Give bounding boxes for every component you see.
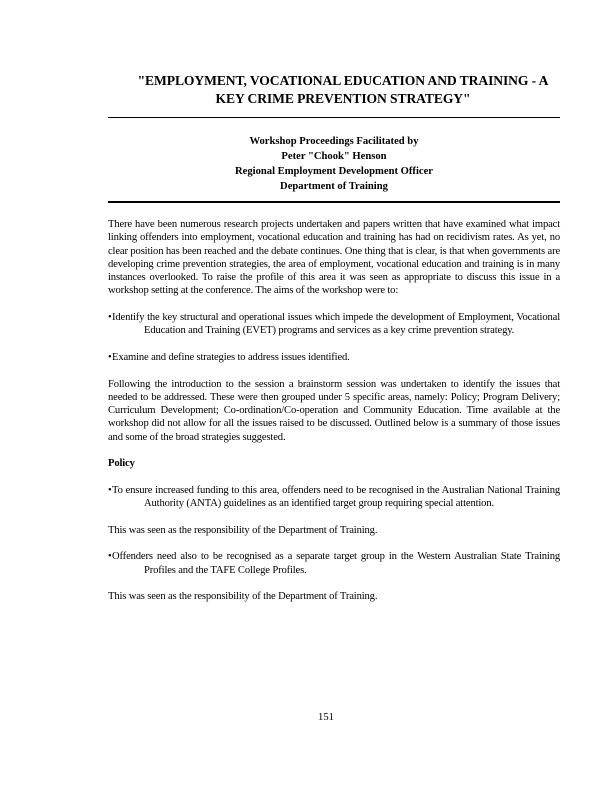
bullet-icon: • [108, 484, 112, 496]
bullet-icon: • [108, 551, 112, 563]
aim-item [108, 311, 560, 338]
page-number: 151 [318, 712, 334, 723]
byline-role: Regional Employment Development Officer [234, 166, 433, 177]
aim-text: Examine and define strategies to address issues identified. [112, 351, 350, 363]
bullet-icon: • [108, 312, 112, 324]
title-divider [108, 117, 560, 118]
policy-item [108, 550, 560, 577]
document-title [108, 72, 578, 108]
policy-item [108, 484, 560, 511]
aim-text: Identify the key structural and operational issues which impede the development of Employment, Vocational Education and Training (EVET) programs and services as a key crime prevention strategy. [112, 312, 560, 337]
bullet-icon: • [108, 351, 112, 363]
byline-author: Peter "Chook" Henson [281, 151, 387, 162]
policy-responsibility: This was seen as the responsibility of the Department of Training. [108, 591, 378, 603]
aim-item [108, 351, 560, 364]
policy-responsibility: This was seen as the responsibility of the Department of Training. [108, 524, 378, 536]
title-line-1: "EMPLOYMENT, VOCATIONAL EDUCATION AND TRAINING - A [137, 73, 549, 88]
intro-paragraph: There have been numerous research projects undertaken and papers written that have examined what impact linking offenders into employment, vocational education and training has had on recidivism rates. As yet, no clear position has been reached and the debate continues. One thing that is clear, is that when governments are developing crime prevention strategies, the area of employment, vocational education and training is in many instances overlooked. To raise the profile of this area it was seen as appropriate to discuss this issue in a workshop setting at the conference. The aims of the workshop were to: [108, 219, 560, 297]
policy-text: To ensure increased funding to this area, offenders need to be recognised in the Australian National Training Authority (ANTA) guidelines as an identified target group requiring special attention. [112, 484, 560, 510]
title-line-2: KEY CRIME PREVENTION STRATEGY" [215, 91, 471, 106]
followup-paragraph: Following the introduction to the session a brainstorm session was undertaken to identify the issues that needed to be addressed. These were then grouped under 5 specific areas, namely: Policy; Program Delivery; Curriculum Development; Co-ordination/Co-operation and Community Education. Time available at the workshop did not allow for all the issues raised to be discussed. Outlined below is a summary of those issues and some of the broad strategies suggested. [108, 378, 560, 443]
byline-department: Department of Training [280, 181, 388, 192]
byline-divider [108, 201, 560, 203]
policy-text: Offenders need also to be recognised as a separate target group in the Western Australian State Training Profiles and the TAFE College Profiles. [112, 551, 560, 576]
section-heading-policy: Policy [108, 458, 135, 470]
byline [108, 134, 560, 194]
byline-line-1: Workshop Proceedings Facilitated by [249, 136, 419, 147]
body-text [108, 218, 560, 617]
